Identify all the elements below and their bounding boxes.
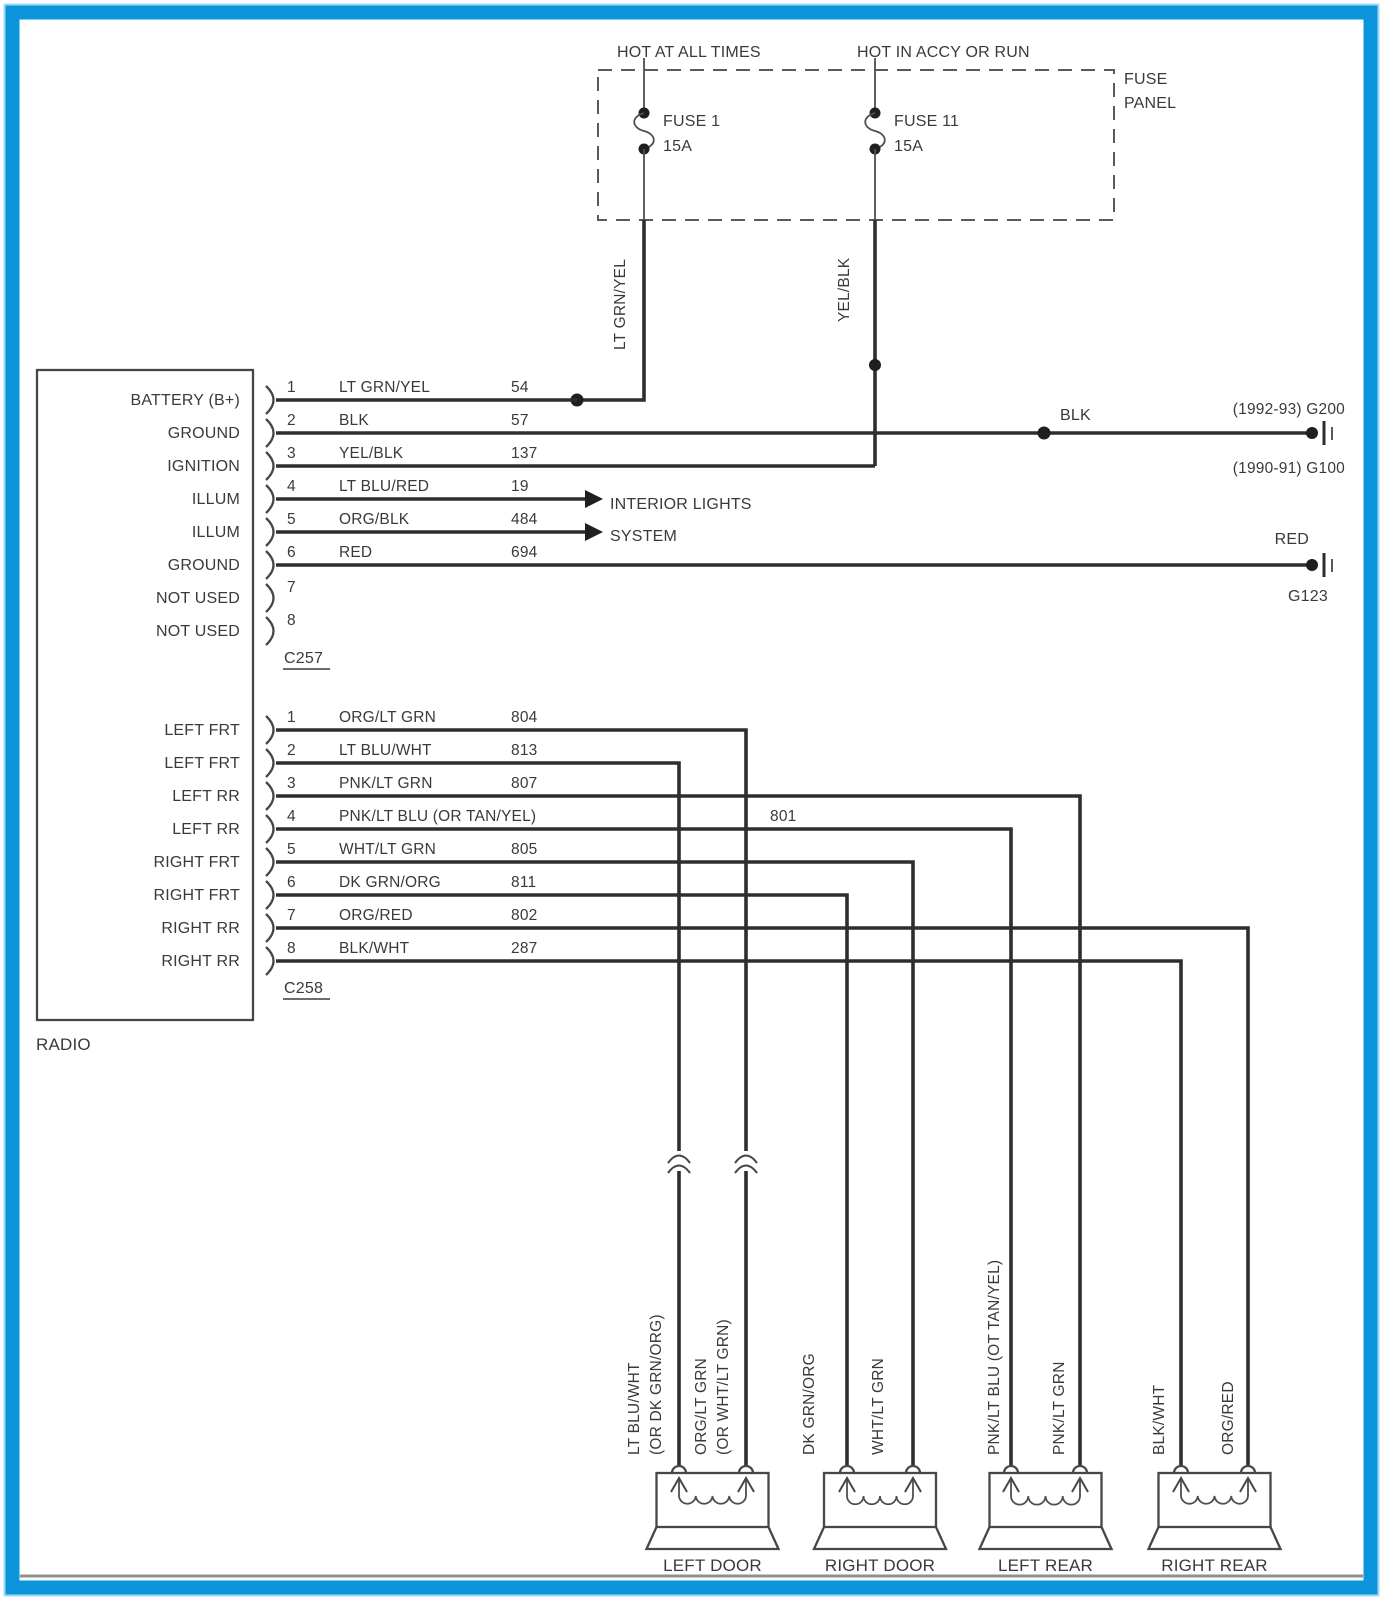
wire-label-org-lt-grn-alt: (OR WHT/LT GRN)	[715, 1319, 732, 1455]
c257-pin3-color: YEL/BLK	[339, 445, 404, 462]
c257-pin1-num: 1	[287, 379, 296, 396]
g123-label: G123	[1288, 588, 1328, 605]
fuse-1-rating: 15A	[663, 138, 693, 155]
c258-pin2-function: LEFT FRT	[164, 755, 240, 772]
wire-label-blk-wht: BLK/WHT	[1151, 1384, 1168, 1455]
ground-symbol-dot-g123	[1306, 559, 1318, 571]
c257-pin4-color: LT BLU/RED	[339, 478, 430, 495]
c258-pin7-function: RIGHT RR	[161, 920, 240, 937]
fuse-1-name: FUSE 1	[663, 113, 721, 130]
c258-pin8-function: RIGHT RR	[161, 953, 240, 970]
speaker-label-left-door: LEFT DOOR	[663, 1556, 762, 1575]
speaker-label-left-rear: LEFT REAR	[997, 1556, 1094, 1575]
c258-pin5-circuit: 805	[511, 841, 538, 858]
c258-pin6-num: 6	[287, 874, 296, 891]
wire-label-wht-lt-grn: WHT/LT GRN	[870, 1357, 887, 1455]
c257-connector-label: C257	[284, 650, 324, 667]
c257-pin6-num: 6	[287, 544, 296, 561]
c257-pin1-function: BATTERY (B+)	[130, 392, 240, 409]
speaker-label-right-door: RIGHT DOOR	[824, 1556, 936, 1575]
c258-pin6-color: DK GRN/ORG	[339, 874, 441, 891]
wire-label-org-red: ORG/RED	[1220, 1381, 1237, 1455]
wire-break-symbol-2	[735, 1151, 757, 1173]
c258-pin3-num: 3	[287, 775, 296, 792]
splice-dot-yelblk	[869, 359, 881, 371]
feed1-wire-label: LT GRN/YEL	[612, 258, 629, 350]
wire-label-pnk-lt-grn: PNK/LT GRN	[1051, 1361, 1068, 1455]
c258-pin7-num: 7	[287, 907, 296, 924]
ground-symbol-dot	[1306, 427, 1318, 439]
feed1-title: HOT AT ALL TIMES	[617, 44, 761, 61]
c258-pin7-circuit: 802	[511, 907, 538, 924]
c258-pin7-color: ORG/RED	[339, 907, 413, 924]
c258-pin4-num: 4	[287, 808, 296, 825]
red-wire-label: RED	[1274, 531, 1309, 548]
c258-pin1-color: ORG/LT GRN	[339, 709, 437, 726]
fuse-11-rating: 15A	[894, 138, 924, 155]
wire-label-lt-blu-wht: LT BLU/WHT	[626, 1362, 643, 1455]
c257-pin6-circuit: 694	[511, 544, 538, 561]
c257-pin7-num: 7	[287, 579, 296, 596]
c257-pin2-function: GROUND	[167, 425, 240, 442]
c258-pin5-color: WHT/LT GRN	[339, 841, 437, 858]
radio-label: RADIO	[36, 1035, 91, 1054]
c258-connector-label: C258	[284, 980, 324, 997]
c257-pin3-num: 3	[287, 445, 296, 462]
c257-pin4-circuit: 19	[511, 478, 529, 495]
c258-pin1-function: LEFT FRT	[164, 722, 240, 739]
speaker-label-right-rear: RIGHT REAR	[1161, 1556, 1268, 1575]
c258-pin4-function: LEFT RR	[172, 821, 240, 838]
fuse-11-name: FUSE 11	[894, 113, 960, 130]
wire-label-dk-grn-org: DK GRN/ORG	[801, 1353, 818, 1455]
feed2-wire-label: YEL/BLK	[836, 257, 853, 322]
c258-pin1-num: 1	[287, 709, 296, 726]
c257-pin2-num: 2	[287, 412, 296, 429]
c258-pin1-circuit: 804	[511, 709, 538, 726]
c257-pin3-circuit: 137	[511, 445, 538, 462]
c258-pin5-num: 5	[287, 841, 296, 858]
interior-lights-label-line2: SYSTEM	[610, 528, 677, 545]
c257-pin8-num: 8	[287, 612, 296, 629]
c258-pin8-num: 8	[287, 940, 296, 957]
c257-pin4-function: ILLUM	[191, 491, 240, 508]
c257-pin4-num: 4	[287, 478, 296, 495]
c257-pin6-color: RED	[339, 544, 373, 561]
c258-pin5-function: RIGHT FRT	[153, 854, 240, 871]
g200-label: (1992-93) G200	[1232, 401, 1345, 418]
c258-pin3-function: LEFT RR	[172, 788, 240, 805]
wire-label-pnk-lt-blu: PNK/LT BLU (OT TAN/YEL)	[986, 1259, 1003, 1455]
c258-pin6-circuit: 811	[511, 874, 537, 891]
wire-break-symbol-1	[668, 1151, 690, 1173]
c257-pin2-color: BLK	[339, 412, 369, 429]
c257-pin8-function: NOT USED	[156, 623, 240, 640]
c258-pin3-color: PNK/LT GRN	[339, 775, 433, 792]
c257-pin7-function: NOT USED	[156, 590, 240, 607]
c258-pin2-circuit: 813	[511, 742, 538, 759]
c257-pin5-function: ILLUM	[191, 524, 240, 541]
c258-pin2-num: 2	[287, 742, 296, 759]
c258-pin4-color: PNK/LT BLU (OR TAN/YEL)	[339, 808, 537, 825]
fuse-panel-label-line1: FUSE	[1124, 71, 1168, 88]
c257-pin5-circuit: 484	[511, 511, 538, 528]
c258-pin2-color: LT BLU/WHT	[339, 742, 432, 759]
c257-pin6-function: GROUND	[167, 557, 240, 574]
c258-pin6-function: RIGHT FRT	[153, 887, 240, 904]
c257-pin2-circuit: 57	[511, 412, 529, 429]
wire-label-lt-blu-wht-alt: (OR DK GRN/ORG)	[648, 1314, 665, 1455]
fuse-panel-label-line2: PANEL	[1124, 95, 1177, 112]
blk-wire-label: BLK	[1060, 407, 1091, 424]
feed2-title: HOT IN ACCY OR RUN	[857, 44, 1030, 61]
blk-splice-dot	[1038, 427, 1051, 440]
wire-label-org-lt-grn: ORG/LT GRN	[693, 1357, 710, 1455]
interior-lights-label-line1: INTERIOR LIGHTS	[610, 496, 752, 513]
c257-pin5-num: 5	[287, 511, 296, 528]
g100-label: (1990-91) G100	[1232, 460, 1345, 477]
c258-pin8-color: BLK/WHT	[339, 940, 410, 957]
c258-pin3-circuit: 807	[511, 775, 538, 792]
c257-pin5-color: ORG/BLK	[339, 511, 410, 528]
c257-pin1-color: LT GRN/YEL	[339, 379, 431, 396]
c257-pin3-function: IGNITION	[167, 458, 240, 475]
c257-pin1-circuit: 54	[511, 379, 529, 396]
c258-pin4-circuit: 801	[770, 808, 797, 825]
c258-pin8-circuit: 287	[511, 940, 538, 957]
